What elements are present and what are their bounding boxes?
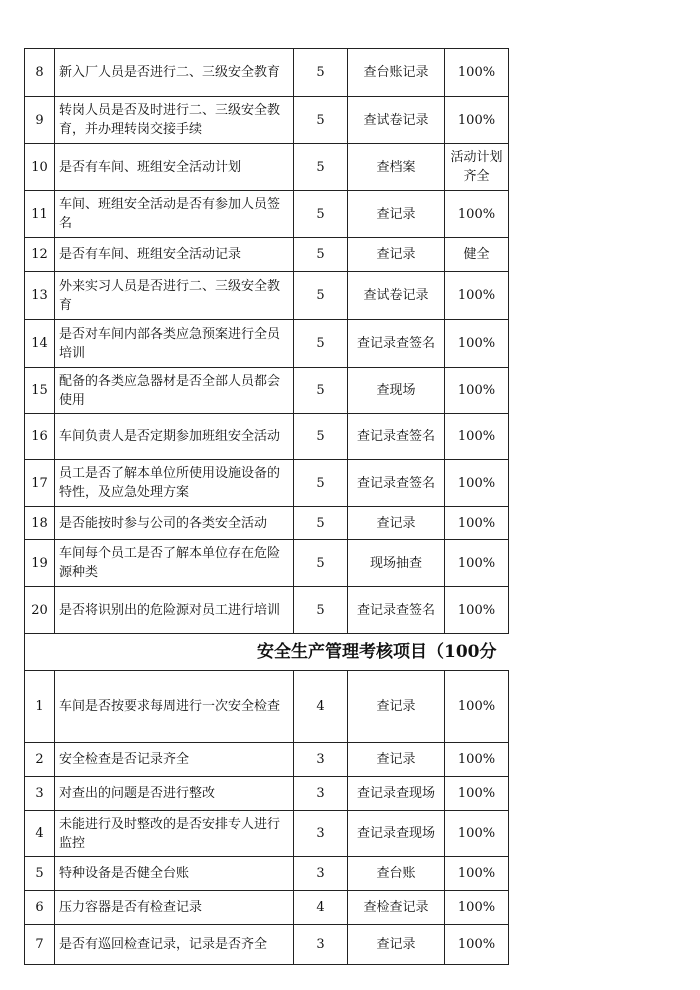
check-item-cell: 外来实习人员是否进行二、三级安全教育 <box>55 272 294 320</box>
row-number-cell: 2 <box>25 743 55 777</box>
row-number-cell: 15 <box>25 368 55 414</box>
check-item-cell: 是否将识别出的危险源对员工进行培训 <box>55 587 294 634</box>
assessment-table <box>24 48 509 965</box>
standard-cell: 100% <box>445 891 509 925</box>
check-method-cell: 查记录查签名 <box>348 320 445 368</box>
score-cell: 4 <box>294 671 348 743</box>
row-number-cell: 10 <box>25 144 55 191</box>
check-method-cell: 查台账 <box>348 857 445 891</box>
check-method-cell: 查试卷记录 <box>348 272 445 320</box>
score-cell: 5 <box>294 238 348 272</box>
table-row <box>25 671 509 743</box>
score-cell: 3 <box>294 925 348 965</box>
row-number-cell: 7 <box>25 925 55 965</box>
check-method-cell: 查记录 <box>348 743 445 777</box>
score-cell: 3 <box>294 811 348 857</box>
standard-cell: 100% <box>445 49 509 97</box>
check-item-cell: 特种设备是否健全台账 <box>55 857 294 891</box>
row-number-cell: 5 <box>25 857 55 891</box>
check-item-cell: 安全检查是否记录齐全 <box>55 743 294 777</box>
standard-cell: 100% <box>445 460 509 507</box>
check-item-cell: 车间、班组安全活动是否有参加人员签名 <box>55 191 294 238</box>
check-item-cell: 车间负责人是否定期参加班组安全活动 <box>55 414 294 460</box>
table-row <box>25 925 509 965</box>
score-cell: 5 <box>294 49 348 97</box>
standard-cell: 100% <box>445 414 509 460</box>
standard-cell: 100% <box>445 97 509 144</box>
score-cell: 3 <box>294 777 348 811</box>
check-method-cell: 查记录 <box>348 925 445 965</box>
row-number-cell: 20 <box>25 587 55 634</box>
standard-cell: 100% <box>445 368 509 414</box>
score-cell: 5 <box>294 272 348 320</box>
check-item-cell: 对查出的问题是否进行整改 <box>55 777 294 811</box>
check-method-cell: 查记录 <box>348 191 445 238</box>
check-item-cell: 新入厂人员是否进行二、三级安全教育 <box>55 49 294 97</box>
row-number-cell: 4 <box>25 811 55 857</box>
check-item-cell: 员工是否了解本单位所使用设施设备的特性，及应急处理方案 <box>55 460 294 507</box>
score-cell: 5 <box>294 97 348 144</box>
check-method-cell: 查记录查现场 <box>348 811 445 857</box>
check-method-cell: 查记录查签名 <box>348 460 445 507</box>
table-row <box>25 97 509 144</box>
check-method-cell: 查记录查签名 <box>348 587 445 634</box>
check-method-cell: 现场抽查 <box>348 540 445 587</box>
table-row <box>25 540 509 587</box>
standard-cell: 100% <box>445 671 509 743</box>
section-header-row <box>25 634 509 671</box>
check-method-cell: 查台账记录 <box>348 49 445 97</box>
row-number-cell: 16 <box>25 414 55 460</box>
row-number-cell: 3 <box>25 777 55 811</box>
standard-cell: 100% <box>445 925 509 965</box>
table-row <box>25 811 509 857</box>
table-row <box>25 272 509 320</box>
check-method-cell: 查档案 <box>348 144 445 191</box>
row-number-cell: 11 <box>25 191 55 238</box>
table-row <box>25 368 509 414</box>
check-method-cell: 查记录查现场 <box>348 777 445 811</box>
part1-body <box>25 49 509 634</box>
table-row <box>25 507 509 540</box>
check-item-cell: 是否有车间、班组安全活动记录 <box>55 238 294 272</box>
row-number-cell: 19 <box>25 540 55 587</box>
score-cell: 5 <box>294 587 348 634</box>
check-item-cell: 是否能按时参与公司的各类安全活动 <box>55 507 294 540</box>
check-item-cell: 是否对车间内部各类应急预案进行全员培训 <box>55 320 294 368</box>
check-method-cell: 查记录 <box>348 507 445 540</box>
standard-cell: 100% <box>445 857 509 891</box>
check-method-cell: 查记录 <box>348 238 445 272</box>
check-item-cell: 压力容器是否有检查记录 <box>55 891 294 925</box>
table-row <box>25 460 509 507</box>
table-row <box>25 144 509 191</box>
standard-cell: 100% <box>445 191 509 238</box>
score-cell: 5 <box>294 460 348 507</box>
standard-cell: 100% <box>445 743 509 777</box>
row-number-cell: 13 <box>25 272 55 320</box>
table-row <box>25 857 509 891</box>
standard-cell: 100% <box>445 540 509 587</box>
standard-cell: 活动计划齐全 <box>445 144 509 191</box>
score-cell: 3 <box>294 857 348 891</box>
check-item-cell: 车间每个员工是否了解本单位存在危险源种类 <box>55 540 294 587</box>
table-row <box>25 414 509 460</box>
table-row <box>25 49 509 97</box>
table-row <box>25 587 509 634</box>
row-number-cell: 14 <box>25 320 55 368</box>
score-cell: 5 <box>294 540 348 587</box>
check-item-cell: 未能进行及时整改的是否安排专人进行监控 <box>55 811 294 857</box>
check-method-cell: 查现场 <box>348 368 445 414</box>
check-method-cell: 查记录 <box>348 671 445 743</box>
score-cell: 5 <box>294 191 348 238</box>
row-number-cell: 12 <box>25 238 55 272</box>
score-cell: 5 <box>294 507 348 540</box>
row-number-cell: 9 <box>25 97 55 144</box>
table-row <box>25 743 509 777</box>
row-number-cell: 6 <box>25 891 55 925</box>
section-title: 安全生产管理考核项目（100分 <box>25 634 509 671</box>
row-number-cell: 18 <box>25 507 55 540</box>
part2-body <box>25 671 509 965</box>
table-row <box>25 320 509 368</box>
score-cell: 5 <box>294 144 348 191</box>
row-number-cell: 8 <box>25 49 55 97</box>
row-number-cell: 1 <box>25 671 55 743</box>
score-cell: 5 <box>294 368 348 414</box>
row-number-cell: 17 <box>25 460 55 507</box>
section-header-body <box>25 634 509 671</box>
score-cell: 5 <box>294 320 348 368</box>
standard-cell: 100% <box>445 587 509 634</box>
check-method-cell: 查试卷记录 <box>348 97 445 144</box>
score-cell: 3 <box>294 743 348 777</box>
score-cell: 4 <box>294 891 348 925</box>
score-cell: 5 <box>294 414 348 460</box>
standard-cell: 100% <box>445 272 509 320</box>
table-row <box>25 238 509 272</box>
check-item-cell: 是否有巡回检查记录，记录是否齐全 <box>55 925 294 965</box>
table-row <box>25 777 509 811</box>
assessment-sheet <box>24 48 508 965</box>
table-row <box>25 891 509 925</box>
standard-cell: 100% <box>445 811 509 857</box>
standard-cell: 100% <box>445 777 509 811</box>
check-item-cell: 配备的各类应急器材是否全部人员都会使用 <box>55 368 294 414</box>
standard-cell: 100% <box>445 507 509 540</box>
standard-cell: 100% <box>445 320 509 368</box>
standard-cell: 健全 <box>445 238 509 272</box>
check-method-cell: 查检查记录 <box>348 891 445 925</box>
check-item-cell: 转岗人员是否及时进行二、三级安全教育，并办理转岗交接手续 <box>55 97 294 144</box>
check-item-cell: 是否有车间、班组安全活动计划 <box>55 144 294 191</box>
table-row <box>25 191 509 238</box>
check-method-cell: 查记录查签名 <box>348 414 445 460</box>
check-item-cell: 车间是否按要求每周进行一次安全检查 <box>55 671 294 743</box>
